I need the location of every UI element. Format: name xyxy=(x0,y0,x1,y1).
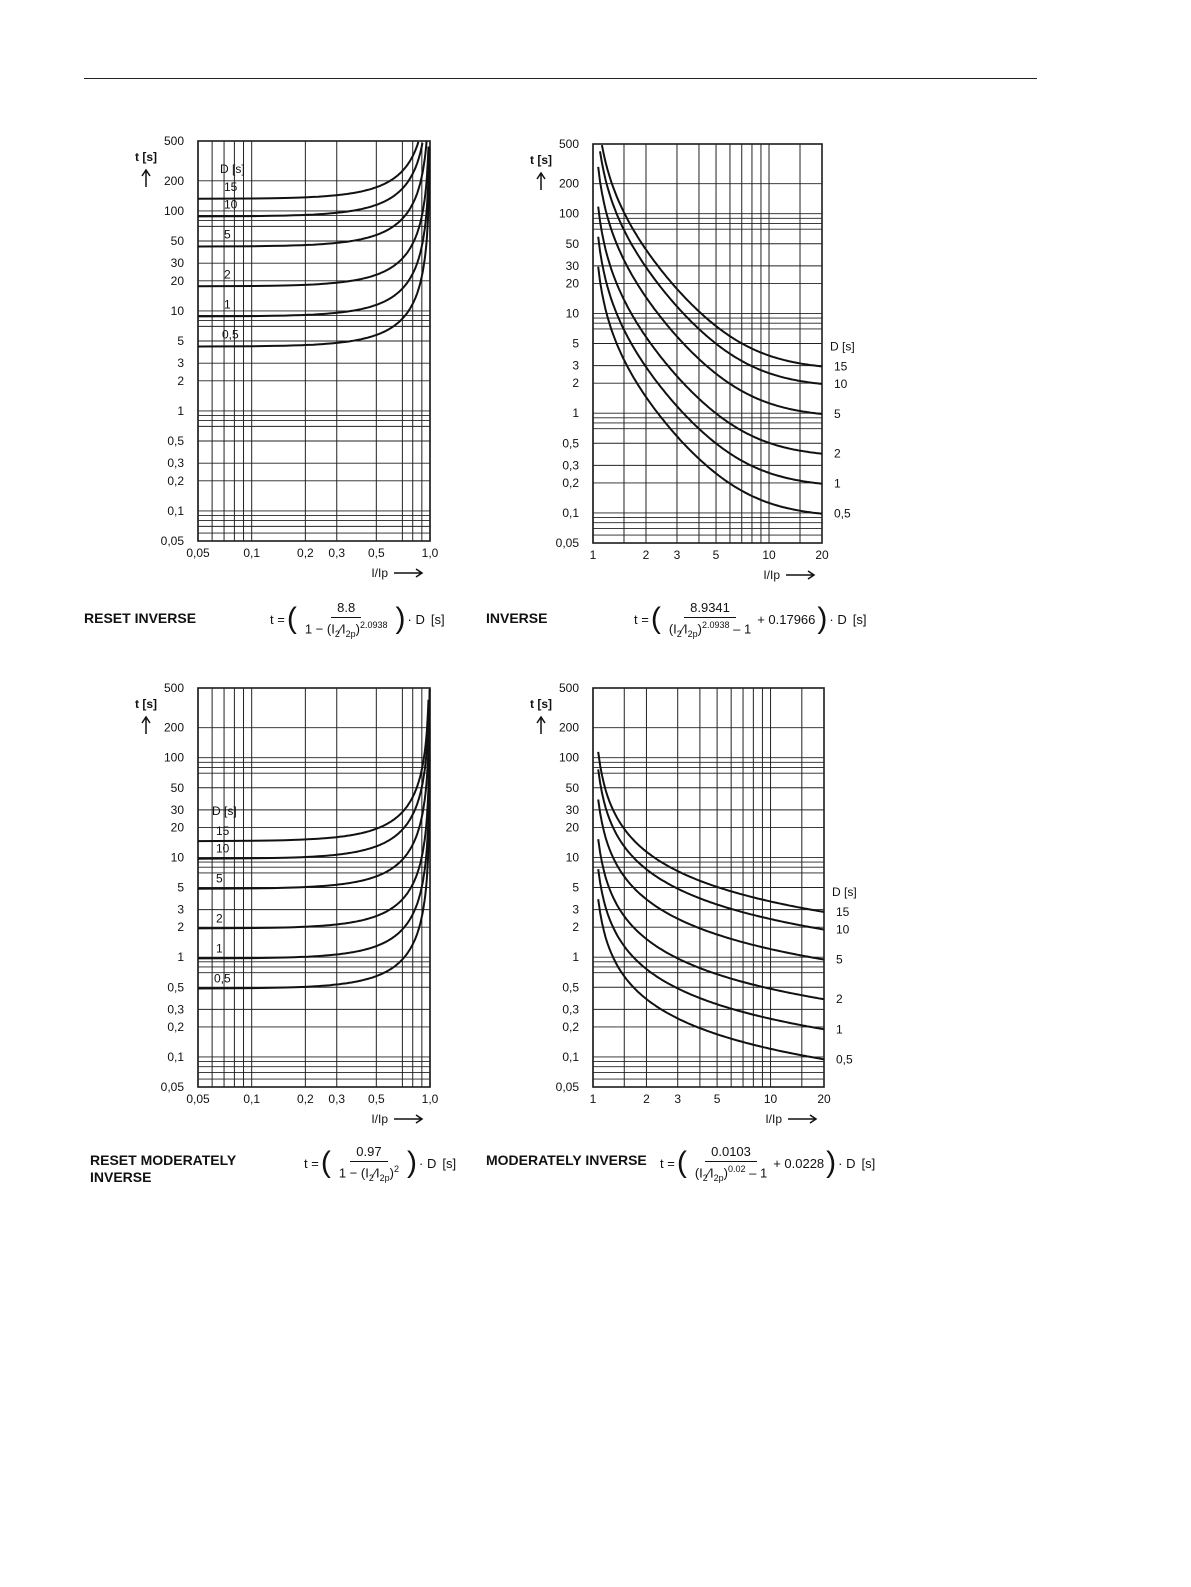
curve-label: 10 xyxy=(224,197,238,212)
y-tick-label: 0,3 xyxy=(167,456,184,471)
y-tick-label: 1 xyxy=(572,950,579,965)
y-tick-label: 50 xyxy=(565,780,579,795)
curve-label: 5 xyxy=(834,406,841,421)
y-tick-label: 500 xyxy=(163,134,184,148)
y-tick-label: 30 xyxy=(565,258,579,273)
curve-label: 5 xyxy=(836,952,843,967)
y-tick-label: 10 xyxy=(170,303,184,318)
curve-label: 10 xyxy=(216,841,230,856)
formula-denominator: $1 - (I_2⁄I_{2p})^{2.0938}$ xyxy=(304,620,388,639)
x-tick-label: 0,05 xyxy=(186,546,210,560)
x-tick-label: 0,1 xyxy=(243,546,261,560)
y-axis-label: t [s] xyxy=(135,150,157,164)
y-tick-label: 100 xyxy=(558,206,579,221)
y-tick-label: 1 xyxy=(177,950,184,965)
curve-label: 5 xyxy=(224,227,231,242)
x-axis-label: I/Ip xyxy=(763,568,780,582)
formula-fraction xyxy=(301,600,392,639)
formula-denominator: $(I_2⁄I_{2p})^{2.0938} - 1$ xyxy=(668,620,752,639)
curve-header: D [s] xyxy=(830,339,855,354)
x-tick-label: 20 xyxy=(817,1092,831,1106)
curve-label: 10 xyxy=(836,922,850,937)
x-tick-label: 2 xyxy=(642,548,650,562)
formula-addend: + 0.0228 xyxy=(773,1155,825,1171)
y-tick-label: 0,5 xyxy=(167,980,184,995)
y-tick-label: 2 xyxy=(572,920,579,935)
moderately-inverse-caption: MODERATELY INVERSE xyxy=(486,1152,647,1168)
y-tick-label: 200 xyxy=(558,176,579,191)
x-axis-label: I/Ip xyxy=(765,1112,782,1126)
formula-unit: [s] xyxy=(852,611,867,627)
y-tick-label: 100 xyxy=(163,203,184,218)
y-tick-label: 5 xyxy=(572,336,579,351)
formula-unit: [s] xyxy=(442,1155,457,1171)
formula-fraction xyxy=(665,600,755,639)
formula-numerator: 8.8 xyxy=(331,600,361,618)
formula-lhs: t = xyxy=(270,611,285,627)
x-tick-label: 20 xyxy=(815,548,829,562)
x-tick-label: 0,2 xyxy=(297,1092,314,1106)
curve-label: 15 xyxy=(834,359,848,374)
formula-unit: [s] xyxy=(861,1155,876,1171)
curve-d-2 xyxy=(598,839,824,999)
x-tick-label: 10 xyxy=(763,1092,778,1106)
curve-label: 2 xyxy=(216,911,223,926)
curve-label: 2 xyxy=(834,446,841,461)
y-tick-label: 0,2 xyxy=(167,1019,184,1034)
formula-denominator: $(I_2⁄I_{2p})^{0.02} - 1$ xyxy=(694,1164,768,1183)
y-axis-label: t [s] xyxy=(530,697,552,711)
x-tick-label: 0,5 xyxy=(367,546,385,560)
curve-label: 1 xyxy=(834,476,841,491)
y-tick-label: 0,2 xyxy=(562,475,579,490)
curve-header: D [s] xyxy=(832,884,857,899)
y-tick-label: 5 xyxy=(177,880,184,895)
y-tick-label: 0,5 xyxy=(167,434,184,448)
x-tick-label: 0,3 xyxy=(328,546,346,560)
y-tick-label: 30 xyxy=(565,802,579,817)
y-tick-label: 20 xyxy=(170,273,184,288)
curve-label: 15 xyxy=(216,824,230,839)
x-tick-label: 1 xyxy=(589,1092,597,1106)
y-tick-label: 0,5 xyxy=(562,436,579,451)
x-tick-label: 3 xyxy=(674,1092,682,1106)
formula-tail: · D xyxy=(419,1155,437,1171)
y-tick-label: 0,5 xyxy=(562,980,579,995)
y-tick-label: 0,1 xyxy=(167,503,184,518)
x-tick-label: 3 xyxy=(673,548,681,562)
y-tick-label: 200 xyxy=(163,173,184,188)
formula-numerator: 0.0103 xyxy=(705,1144,757,1162)
curve-label: 0,5 xyxy=(834,506,851,521)
y-tick-label: 100 xyxy=(163,750,184,765)
formula-numerator: 0.97 xyxy=(350,1144,387,1162)
formula-tail: · D xyxy=(829,611,847,627)
y-tick-label: 50 xyxy=(170,780,184,795)
inverse-formula: t = ( $\frac{8.9341}{(I_2⁄I_{2p})^{2.0938} - 1}$ + 0.17966 ) · D [s] xyxy=(634,600,867,639)
x-axis-label: I/Ip xyxy=(371,566,388,580)
x-tick-label: 1,0 xyxy=(421,1092,439,1106)
y-tick-label: 0,3 xyxy=(562,1002,579,1017)
formula-fraction xyxy=(691,1144,771,1183)
y-tick-label: 50 xyxy=(565,236,579,251)
x-tick-label: 0,05 xyxy=(186,1092,210,1106)
x-tick-label: 2 xyxy=(643,1092,650,1106)
y-tick-label: 10 xyxy=(565,850,579,865)
y-tick-label: 100 xyxy=(558,750,579,765)
x-tick-label: 1,0 xyxy=(421,546,439,560)
y-tick-label: 0,3 xyxy=(167,1002,184,1017)
y-tick-label: 2 xyxy=(177,373,184,388)
curve-label: 10 xyxy=(834,376,848,391)
y-tick-label: 20 xyxy=(565,276,579,291)
formula-tail: · D xyxy=(407,611,425,627)
plot-area xyxy=(593,688,824,1087)
x-tick-label: 0,3 xyxy=(328,1092,346,1106)
reset-inverse-caption: RESET INVERSE xyxy=(84,610,197,626)
curve-label: 0,5 xyxy=(836,1052,853,1067)
formula-unit: [s] xyxy=(430,611,445,627)
curve-label: 1 xyxy=(836,1022,843,1037)
reset-inverse-formula: t = ( $\frac{8.8}{1 - (I_2⁄I_{2p})^{2.0938}}$ ) · D [s] xyxy=(270,600,445,639)
formula-tail: · D xyxy=(838,1155,856,1171)
y-tick-label: 50 xyxy=(170,234,184,248)
moderately-inverse-formula: t = ( $\frac{0.0103}{(I_2⁄I_{2p})^{0.02} - 1}$ + 0.0228 ) · D [s] xyxy=(660,1144,876,1183)
x-tick-label: 0,5 xyxy=(367,1092,385,1106)
y-tick-label: 0,05 xyxy=(555,1080,579,1094)
x-axis-label: I/Ip xyxy=(371,1112,388,1126)
y-tick-label: 3 xyxy=(177,356,184,371)
up-arrow-icon xyxy=(537,717,545,734)
y-axis-label: t [s] xyxy=(135,697,157,711)
y-tick-label: 0,2 xyxy=(562,1019,579,1034)
y-tick-label: 3 xyxy=(572,902,579,917)
y-tick-label: 0,2 xyxy=(167,473,184,488)
formula-lhs: t = xyxy=(634,611,649,627)
y-tick-label: 10 xyxy=(170,850,184,865)
formula-denominator: $1 - (I_2⁄I_{2p})^2$ xyxy=(338,1164,400,1183)
y-tick-label: 2 xyxy=(177,920,184,935)
y-tick-label: 2 xyxy=(572,376,579,391)
curve-label: 15 xyxy=(836,904,850,919)
reset-moderately-inverse-formula: t = ( $\frac{0.97}{1 - (I_2⁄I_{2p})^2}$ ) · D [s] xyxy=(304,1144,457,1183)
x-tick-label: 0,2 xyxy=(297,546,314,560)
curve-header: D [s] xyxy=(220,161,245,176)
curve-d-5 xyxy=(598,800,824,960)
y-tick-label: 0,1 xyxy=(167,1049,184,1064)
y-tick-label: 1 xyxy=(572,406,579,421)
y-axis-label: t [s] xyxy=(530,153,552,167)
x-tick-label: 0,1 xyxy=(243,1092,261,1106)
formula-numerator: 8.9341 xyxy=(684,600,736,618)
curve-label: 1 xyxy=(224,297,231,312)
x-tick-label: 1 xyxy=(589,548,597,562)
y-tick-label: 500 xyxy=(558,137,579,151)
formula-fraction xyxy=(335,1144,403,1183)
curve-d-1 xyxy=(598,869,824,1029)
formula-lhs: t = xyxy=(660,1155,675,1171)
y-tick-label: 200 xyxy=(558,720,579,735)
y-tick-label: 0,1 xyxy=(562,1049,579,1064)
curve-label: 0,5 xyxy=(222,327,239,342)
curve-label: 15 xyxy=(224,179,238,194)
right-arrow-icon xyxy=(788,1115,816,1123)
y-tick-label: 10 xyxy=(565,306,579,321)
y-tick-label: 20 xyxy=(565,820,579,835)
y-tick-label: 3 xyxy=(177,902,184,917)
y-tick-label: 5 xyxy=(572,880,579,895)
reset-moderately-inverse-caption: RESET MODERATELY INVERSE xyxy=(90,1152,236,1185)
y-tick-label: 30 xyxy=(170,256,184,271)
y-tick-label: 3 xyxy=(572,358,579,373)
y-tick-label: 200 xyxy=(163,720,184,735)
y-tick-label: 0,3 xyxy=(562,458,579,473)
y-tick-label: 0,05 xyxy=(160,1080,184,1094)
x-tick-label: 5 xyxy=(712,548,720,562)
formula-addend: + 0.17966 xyxy=(757,611,816,627)
y-tick-label: 0,05 xyxy=(555,536,579,550)
y-tick-label: 30 xyxy=(170,802,184,817)
formula-lhs: t = xyxy=(304,1155,319,1171)
y-tick-label: 1 xyxy=(177,403,184,418)
inverse-caption: INVERSE xyxy=(486,610,548,626)
y-tick-label: 500 xyxy=(558,681,579,695)
curve-label: 2 xyxy=(836,992,843,1007)
curve-label: 0,5 xyxy=(214,971,231,986)
y-tick-label: 0,1 xyxy=(562,505,579,520)
x-tick-label: 5 xyxy=(713,1092,721,1106)
curve-label: 1 xyxy=(216,941,223,956)
curve-header: D [s] xyxy=(212,804,237,819)
y-tick-label: 5 xyxy=(177,334,184,348)
curve-label: 5 xyxy=(216,871,223,886)
y-tick-label: 500 xyxy=(163,681,184,695)
curve-label: 2 xyxy=(224,267,231,282)
y-tick-label: 0,05 xyxy=(160,534,184,548)
y-tick-label: 20 xyxy=(170,820,184,835)
x-tick-label: 10 xyxy=(762,548,776,562)
